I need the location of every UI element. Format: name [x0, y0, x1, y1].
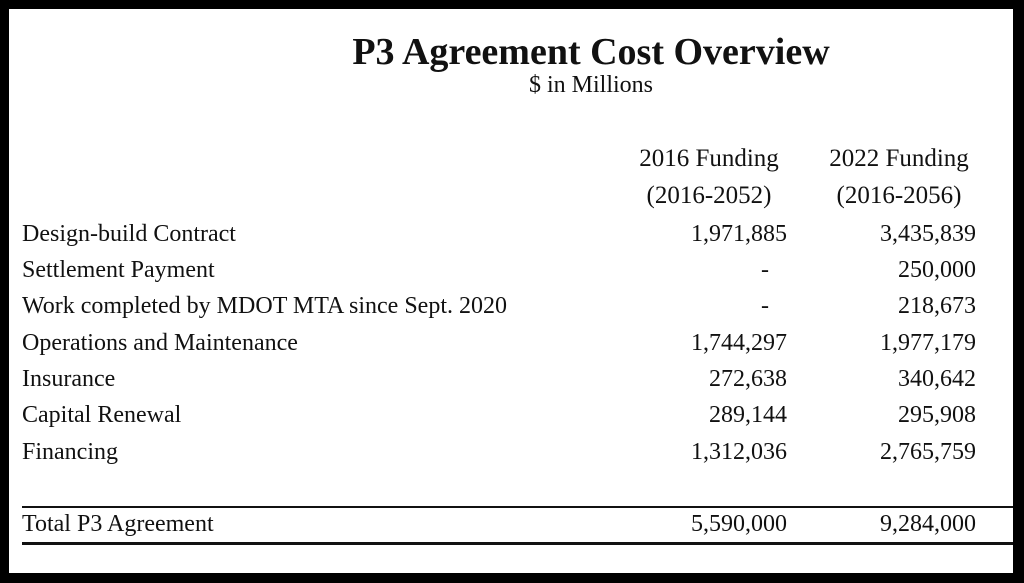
table-row [9, 216, 1013, 252]
table-row [9, 288, 1013, 324]
row-value-2022: 218,673 [898, 293, 976, 319]
column-header-2016-line1: 2016 Funding [639, 145, 779, 172]
document-frame [9, 9, 1013, 573]
row-value-2022: 3,435,839 [880, 221, 976, 247]
row-value-2016: 1,312,036 [691, 439, 787, 465]
row-value-2022: 250,000 [898, 257, 976, 283]
row-label: Financing [22, 439, 118, 465]
row-value-2016: - [761, 293, 769, 319]
row-label: Capital Renewal [22, 402, 182, 428]
total-label: Total P3 Agreement [22, 511, 214, 537]
total-bottom-rule [22, 542, 1013, 545]
table-row [9, 397, 1013, 433]
column-header-2022 [809, 140, 989, 214]
row-value-2022: 2,765,759 [880, 439, 976, 465]
page-title: P3 Agreement Cost Overview [352, 31, 830, 73]
row-value-2016: 1,744,297 [691, 330, 787, 356]
table-row [9, 252, 1013, 288]
row-label: Operations and Maintenance [22, 330, 298, 356]
row-value-2016: 272,638 [709, 366, 787, 392]
row-value-2016: 289,144 [709, 402, 787, 428]
row-value-2022: 295,908 [898, 402, 976, 428]
row-label: Design-build Contract [22, 221, 236, 247]
table-row [9, 361, 1013, 397]
total-row [9, 506, 1013, 542]
row-value-2022: 340,642 [898, 366, 976, 392]
column-header-2022-line2: (2016-2056) [836, 182, 962, 209]
row-value-2022: 1,977,179 [880, 330, 976, 356]
row-label: Settlement Payment [22, 257, 215, 283]
column-header-2016-line2: (2016-2052) [646, 182, 772, 209]
column-header-2016 [619, 140, 799, 214]
total-value-2016: 5,590,000 [691, 511, 787, 537]
total-value-2022: 9,284,000 [880, 511, 976, 537]
table-row [9, 434, 1013, 470]
row-label: Work completed by MDOT MTA since Sept. 2020 [22, 293, 507, 319]
row-value-2016: 1,971,885 [691, 221, 787, 247]
table-row [9, 325, 1013, 361]
row-label: Insurance [22, 366, 116, 392]
page-subtitle: $ in Millions [528, 72, 654, 98]
column-header-2022-line1: 2022 Funding [829, 145, 969, 172]
row-value-2016: - [761, 257, 769, 283]
